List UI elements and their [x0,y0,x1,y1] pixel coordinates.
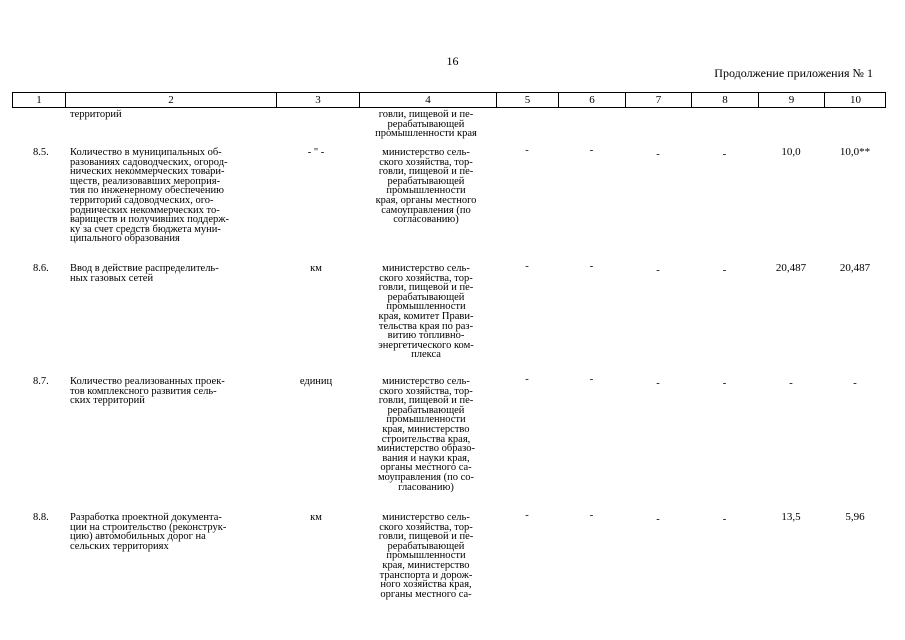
value-col10: - [853,377,857,389]
value-col5: - [525,510,529,521]
carryover-executor: говли, пищевой и пе- рерабатывающей промышленности края [375,109,477,140]
value-col9: 13,5 [781,511,801,523]
value-col10: 5,96 [845,511,865,523]
value-col9: 20,487 [775,262,807,274]
value-col7: - [656,265,660,276]
value-col10: 20,487 [839,262,871,274]
value-col7: - [656,149,660,160]
page-number: 16 [446,54,459,68]
col-header-6: 6 [558,93,625,108]
indicator-name: Количество реализованных проек- тов комплексного развития сель- ских территорий [70,376,225,407]
executor: министерство сель- ского хозяйства, тор- говли, пищевой и пе- рерабатывающей промышленности края, комитет Прави- тельства края по раз- витию топливно- энергетического ком- плекса [378,263,474,361]
value-col5: - [525,261,529,272]
value-col8: - [722,265,727,276]
value-col6: - [589,261,594,272]
col-header-8: 8 [691,93,758,108]
value-col7: - [656,378,660,389]
unit: - " - [307,147,325,158]
value-col5: - [525,374,529,385]
value-col6: - [589,145,594,156]
row-number: 8.8. [33,512,49,523]
row-number: 8.5. [33,147,49,158]
indicator-name: Разработка проектной документа- ции на строительство (реконструк- цию) автомобильных дорог на сельских территориях [70,512,227,552]
value-col10: 10,0** [839,146,871,158]
indicator-name: Ввод в действие распределитель- ных газовых сетей [70,263,219,284]
carryover-name: территорий [70,109,122,120]
indicator-name: Количество в муниципальных об- разованиях садоводческих, огород- нических некоммерческих товари- ществ, реализовавших мероприя- тия по инженерному обеспечению территорий садоводческих, ого- роднических некоммерческих то- вариществ и получивших поддерж- ку за счет средств бюджета муни- ципального образования [70,147,230,245]
value-col6: - [589,374,594,385]
column-header-row [12,92,886,108]
executor: министерство сель- ского хозяйства, тор- говли, пищевой и пе- рерабатывающей промышленности края, министерство транспорта и дорож- ного хозяйства края, органы местного са- [378,512,474,600]
executor: министерство сель- ского хозяйства, тор- говли, пищевой и пе- рерабатывающей промышленности края, органы местного самоуправления (по согласованию) [375,147,477,226]
executor: министерство сель- ского хозяйства, тор- говли, пищевой и пе- рерабатывающей промышленности края, министерство строительства края, министерство образо- вания и науки края, органы местного са- моуправления (по со- гласованию) [376,376,475,493]
value-col7: - [656,514,660,525]
value-col8: - [722,149,727,160]
col-header-4: 4 [359,93,496,108]
row-number: 8.7. [33,376,49,387]
col-header-9: 9 [758,93,824,108]
col-header-1: 1 [36,94,42,106]
value-col9: 10,0 [781,146,801,158]
unit: единиц [299,376,333,387]
value-col6: - [589,510,594,521]
col-header-7: 7 [625,93,691,108]
col-header-5: 5 [496,93,558,108]
unit: км [310,512,322,523]
unit: км [310,263,322,274]
value-col5: - [525,145,529,156]
row-number: 8.6. [33,263,49,274]
value-col8: - [722,514,727,525]
col-header-2: 2 [65,93,276,108]
col-header-10: 10 [824,93,886,108]
col-header-3: 3 [276,93,359,108]
appendix-continuation-label: Продолжение приложения № 1 [714,66,873,80]
value-col9: - [789,377,793,389]
value-col8: - [722,378,727,389]
